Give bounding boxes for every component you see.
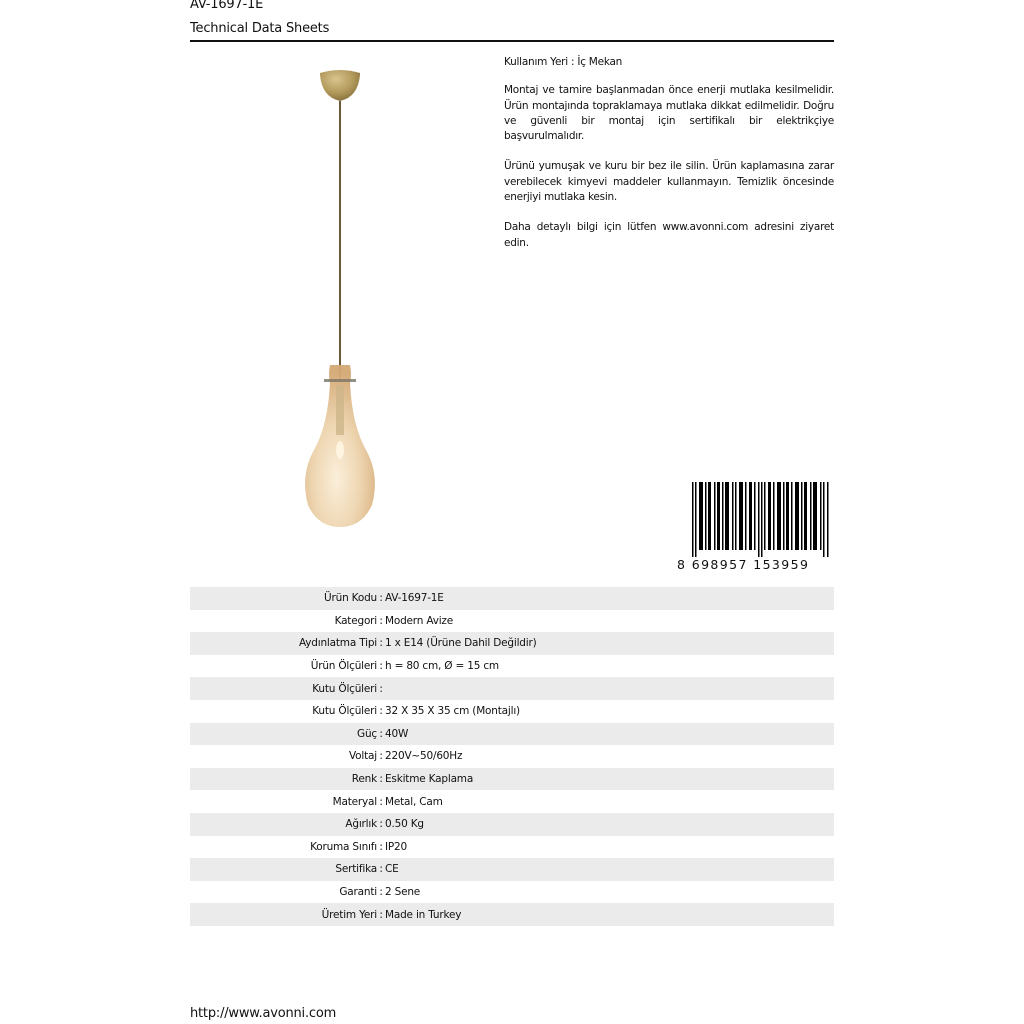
spec-value: 0.50 Kg	[385, 818, 424, 831]
product-code-heading: AV-1697-1E	[190, 0, 264, 12]
spec-table	[190, 587, 834, 926]
spec-value: 220V~50/60Hz	[385, 750, 463, 763]
spec-value: AV-1697-1E	[385, 592, 444, 605]
usage-info	[504, 55, 834, 266]
spec-separator: :	[379, 886, 383, 899]
header-divider	[190, 40, 834, 42]
spec-label: Ürün Ölçüleri	[310, 660, 377, 673]
spec-value: Modern Avize	[385, 614, 454, 627]
spec-label: Güç	[357, 727, 377, 740]
spec-label: Kutu Ölçüleri	[312, 682, 377, 695]
spec-value: 2 Sene	[385, 886, 421, 899]
spec-row-materyal	[190, 790, 834, 813]
product-image	[300, 65, 380, 535]
spec-row-kutu-olculeri-empty	[190, 677, 834, 700]
spec-value: 32 X 35 X 35 cm (Montajlı)	[385, 705, 520, 718]
spec-label: Ağırlık	[345, 818, 377, 831]
barcode-icon	[692, 482, 832, 557]
spec-label: Aydınlatma Tipi	[299, 637, 377, 650]
spec-separator: :	[379, 863, 383, 876]
spec-row-agirlik	[190, 813, 834, 836]
spec-label: Kategori	[334, 614, 377, 627]
spec-separator: :	[379, 908, 383, 921]
spec-label: Ürün Kodu	[324, 592, 377, 605]
spec-separator: :	[379, 637, 383, 650]
spec-separator: :	[379, 773, 383, 786]
spec-separator: :	[379, 795, 383, 808]
spec-row-sertifika	[190, 858, 834, 881]
spec-separator: :	[379, 818, 383, 831]
spec-value: Eskitme Kaplama	[385, 773, 474, 786]
spec-separator: :	[379, 614, 383, 627]
spec-value: h = 80 cm, Ø = 15 cm	[385, 660, 499, 673]
spec-row-kategori	[190, 610, 834, 633]
spec-label: Koruma Sınıfı	[310, 840, 377, 853]
spec-value: Made in Turkey	[385, 908, 462, 921]
spec-separator: :	[379, 705, 383, 718]
spec-row-aydinlatma-tipi	[190, 632, 834, 655]
spec-label: Kutu Ölçüleri	[312, 705, 377, 718]
spec-row-urun-kodu	[190, 587, 834, 610]
spec-label: Voltaj	[349, 750, 377, 763]
spec-row-guc	[190, 723, 834, 746]
spec-value: 40W	[385, 727, 409, 740]
spec-label: Üretim Yeri	[321, 908, 377, 921]
spec-value: CE	[385, 863, 399, 876]
spec-row-uretim-yeri	[190, 903, 834, 926]
spec-row-koruma-sinifi	[190, 836, 834, 859]
pendant-lamp-icon	[300, 65, 380, 535]
cleaning-note: Ürünü yumuşak ve kuru bir bez ile silin. Ürün kaplamasına zarar verebilecek kimyevi maddeler kullanmayın. Temizlik öncesinde enerjiyi mutlaka kesin.	[504, 160, 834, 204]
spec-label: Garanti	[339, 886, 377, 899]
spec-row-renk	[190, 768, 834, 791]
footer-website-link[interactable]: http://www.avonni.com	[190, 1006, 337, 1021]
safety-note: Montaj ve tamire başlanmadan önce enerji mutlaka kesilmelidir. Ürün montajında topraklamaya mutlaka dikkat edilmelidir. Doğru ve güvenli bir montaj için sertifikalı bir elektrikçiye başvurulmalıdır.	[504, 84, 834, 143]
spec-row-kutu-olculeri	[190, 700, 834, 723]
barcode	[692, 482, 832, 557]
spec-value: Metal, Cam	[385, 795, 443, 808]
spec-value: IP20	[385, 840, 407, 853]
spec-row-garanti	[190, 881, 834, 904]
spec-separator: :	[379, 727, 383, 740]
spec-separator: :	[379, 660, 383, 673]
spec-separator: :	[379, 750, 383, 763]
spec-row-urun-olculeri	[190, 655, 834, 678]
spec-separator: :	[379, 840, 383, 853]
spec-value: 1 x E14 (Ürüne Dahil Değildir)	[385, 637, 537, 650]
spec-row-voltaj	[190, 745, 834, 768]
more-info-note: Daha detaylı bilgi için lütfen www.avonni.com adresini ziyaret edin.	[504, 221, 834, 249]
barcode-number: 8 698957 153959	[677, 557, 810, 572]
usage-location: Kullanım Yeri : İç Mekan	[504, 56, 623, 68]
document-title: Technical Data Sheets	[190, 21, 330, 36]
spec-label: Renk	[351, 773, 377, 786]
spec-label: Sertifika	[335, 863, 377, 876]
spec-separator: :	[379, 592, 383, 605]
spec-label: Materyal	[332, 795, 377, 808]
spec-separator: :	[379, 682, 383, 695]
